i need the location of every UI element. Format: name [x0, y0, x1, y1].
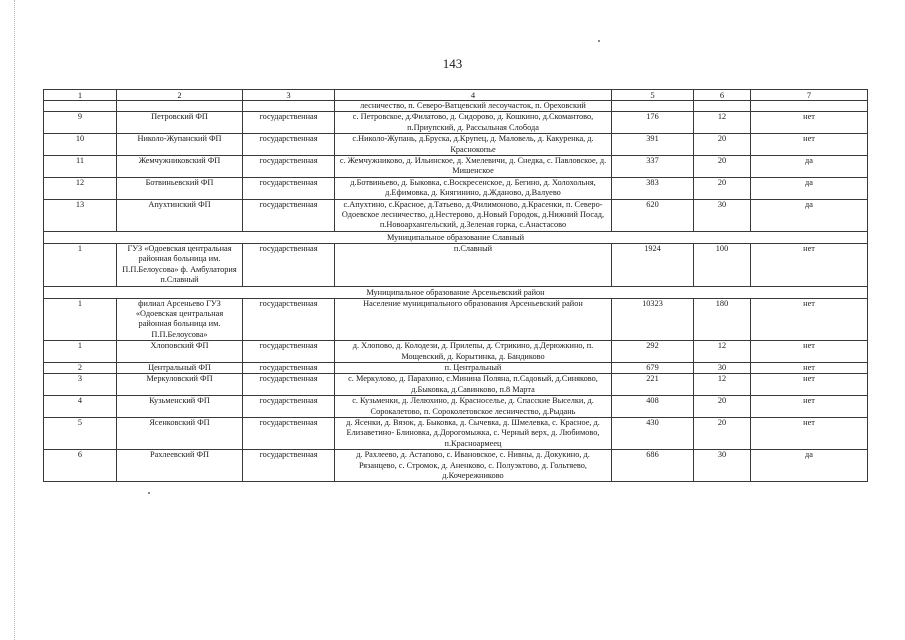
staff-count-cell: 100: [694, 243, 751, 286]
served-settlements-cell: п. Центральный: [335, 362, 612, 373]
ownership-cell: государственная: [243, 156, 335, 178]
table-row: [44, 156, 868, 178]
flag-cell: нет: [751, 134, 868, 156]
population-cell: [612, 101, 694, 112]
population-cell: 292: [612, 341, 694, 363]
row-number-cell: 1: [44, 243, 117, 286]
table-row: [44, 134, 868, 156]
facility-name-cell: Центральный ФП: [117, 362, 243, 373]
staff-count-cell: 30: [694, 199, 751, 231]
column-number-row: [44, 90, 868, 101]
ownership-cell: государственная: [243, 177, 335, 199]
served-settlements-cell: с. Жемчужниково, д. Ильинское, д. Хмелевичи, д. Снедка, с. Павловское, д. Мишенское: [335, 156, 612, 178]
ownership-cell: государственная: [243, 134, 335, 156]
row-number-cell: 11: [44, 156, 117, 178]
row-number-cell: 4: [44, 396, 117, 418]
flag-cell: нет: [751, 112, 868, 134]
facility-name-cell: Ясенковский ФП: [117, 417, 243, 449]
population-cell: 337: [612, 156, 694, 178]
table-row: [44, 199, 868, 231]
served-settlements-cell: д. Рахлеево, д. Астапово, с. Ивановское, с. Нивны, д. Докукино, д. Рязанцево, с. Стромок, д. Аненково, с. Полуэктово, д. Гольтяево, д.Кочережниково: [335, 450, 612, 482]
population-cell: 383: [612, 177, 694, 199]
ownership-cell: государственная: [243, 396, 335, 418]
ownership-cell: государственная: [243, 298, 335, 341]
flag-cell: да: [751, 450, 868, 482]
row-number-cell: 1: [44, 341, 117, 363]
facility-name-cell: Апухтинский ФП: [117, 199, 243, 231]
row-number-cell: 3: [44, 374, 117, 396]
served-settlements-cell: с. Кузьменки, д. Лелюхино, д. Красноселье, д. Спасские Выселки, д. Сорокалетово, п. Сороколетовское лесничество, д.Рыдань: [335, 396, 612, 418]
table-row: [44, 362, 868, 373]
ownership-cell: государственная: [243, 112, 335, 134]
staff-count-cell: 12: [694, 374, 751, 396]
served-settlements-cell: п.Славный: [335, 243, 612, 286]
row-number-cell: 2: [44, 362, 117, 373]
row-number-cell: 5: [44, 417, 117, 449]
facility-name-cell: Николо-Жупанский ФП: [117, 134, 243, 156]
page-number: 143: [442, 56, 463, 71]
population-cell: 686: [612, 450, 694, 482]
facility-name-cell: Кузьменский ФП: [117, 396, 243, 418]
row-number-cell: 13: [44, 199, 117, 231]
population-cell: 620: [612, 199, 694, 231]
flag-cell: нет: [751, 298, 868, 341]
population-cell: 679: [612, 362, 694, 373]
flag-cell: нет: [751, 341, 868, 363]
flag-cell: нет: [751, 417, 868, 449]
scan-margin-marks: [14, 0, 17, 640]
column-number-cell: 2: [117, 90, 243, 101]
served-settlements-cell: д. Ясенки, д. Вязок, д. Быковка, д. Сычевка, д. Шмелевка, с. Красное, д. Елизаветино- Блиновка, д.Дорогомыжка, с. Черный верх, д. Любимово, п.Красноармеец: [335, 417, 612, 449]
flag-cell: [751, 101, 868, 112]
column-number-cell: 3: [243, 90, 335, 101]
served-settlements-cell: д.Ботвиньево, д. Быковка, с.Воскресенское, д. Бегино, д. Холохольня, д.Ефимовка, д. Княгинино, д.Жданово, д.Валуево: [335, 177, 612, 199]
table-row: [44, 450, 868, 482]
table-row: [44, 417, 868, 449]
flag-cell: да: [751, 199, 868, 231]
facility-name-cell: ГУЗ «Одоевская центральная районная больница им. П.П.Белоусова» ф. Амбулатория п.Славный: [117, 243, 243, 286]
facility-name-cell: Петровский ФП: [117, 112, 243, 134]
ownership-cell: государственная: [243, 417, 335, 449]
row-number-cell: 12: [44, 177, 117, 199]
column-number-cell: 5: [612, 90, 694, 101]
row-number-cell: 10: [44, 134, 117, 156]
population-cell: 391: [612, 134, 694, 156]
ownership-cell: государственная: [243, 199, 335, 231]
served-settlements-cell: с.Николо-Жупань, д.Бруска, д.Крупец, д. Маловель, д. Какуренка, д. Краснокопье: [335, 134, 612, 156]
served-settlements-cell: с. Петровское, д.Филатово, д. Сидорово, д. Кошкино, д.Скомантово, п.Приупский, д. Рассыльная Слобода: [335, 112, 612, 134]
flag-cell: нет: [751, 362, 868, 373]
ownership-cell: государственная: [243, 243, 335, 286]
table-row: [44, 396, 868, 418]
flag-cell: нет: [751, 374, 868, 396]
staff-count-cell: 12: [694, 341, 751, 363]
served-settlements-cell: лесничество, п. Северо-Ватцевский лесоучасток, п. Ореховский: [335, 101, 612, 112]
ownership-cell: государственная: [243, 450, 335, 482]
population-cell: 430: [612, 417, 694, 449]
population-cell: 1924: [612, 243, 694, 286]
table-row: [44, 177, 868, 199]
staff-count-cell: 180: [694, 298, 751, 341]
table-row: [44, 101, 868, 112]
staff-count-cell: 30: [694, 362, 751, 373]
column-number-cell: 7: [751, 90, 868, 101]
facility-name-cell: Меркуловский ФП: [117, 374, 243, 396]
row-number-cell: [44, 101, 117, 112]
staff-count-cell: 20: [694, 396, 751, 418]
population-cell: 10323: [612, 298, 694, 341]
table-body: [44, 90, 868, 482]
ownership-cell: государственная: [243, 341, 335, 363]
served-settlements-cell: с. Меркулово, д. Парахино, с.Минина Поляна, п.Садовый, д.Синяково, д.Быковка, д.Савинково, п.8 Марта: [335, 374, 612, 396]
served-settlements-cell: д. Хлопово, д. Колодези, д. Прилепы, д. Стрикино, д.Дерюжкино, п. Мощевский, д. Корытинка, д. Бандиково: [335, 341, 612, 363]
staff-count-cell: [694, 101, 751, 112]
staff-count-cell: 20: [694, 177, 751, 199]
population-cell: 176: [612, 112, 694, 134]
row-number-cell: 6: [44, 450, 117, 482]
section-title: Муниципальное образование Славный: [44, 231, 868, 243]
facility-name-cell: Рахлеевский ФП: [117, 450, 243, 482]
served-settlements-cell: Население муниципального образования Арсеньевский район: [335, 298, 612, 341]
table-row: [44, 298, 868, 341]
table-row: [44, 112, 868, 134]
flag-cell: нет: [751, 396, 868, 418]
flag-cell: да: [751, 156, 868, 178]
staff-count-cell: 30: [694, 450, 751, 482]
staff-count-cell: 20: [694, 417, 751, 449]
scan-speck: [148, 492, 150, 494]
served-settlements-cell: с.Апухтино, с.Красное, д.Татьево, д.Филимоново, д.Красенки, п. Северо-Одоевское лесничество, д.Нестерово, д.Новый Городок, д.Нижний Посад, п.Новоархангельский, д.Зеленая горка, с.Анастасово: [335, 199, 612, 231]
table-row: [44, 243, 868, 286]
facility-name-cell: филиал Арсеньево ГУЗ «Одоевская центральная районная больница им. П.П.Белоусова»: [117, 298, 243, 341]
table-row: [44, 341, 868, 363]
staff-count-cell: 12: [694, 112, 751, 134]
scan-speck: [598, 40, 600, 42]
facility-name-cell: [117, 101, 243, 112]
flag-cell: нет: [751, 243, 868, 286]
column-number-cell: 4: [335, 90, 612, 101]
ownership-cell: [243, 101, 335, 112]
facility-name-cell: Жемчужниковский ФП: [117, 156, 243, 178]
column-number-cell: 1: [44, 90, 117, 101]
ownership-cell: государственная: [243, 374, 335, 396]
row-number-cell: 9: [44, 112, 117, 134]
section-title: Муниципальное образование Арсеньевский район: [44, 286, 868, 298]
staff-count-cell: 20: [694, 134, 751, 156]
staff-count-cell: 20: [694, 156, 751, 178]
section-header-row: [44, 286, 868, 298]
population-cell: 408: [612, 396, 694, 418]
section-header-row: [44, 231, 868, 243]
medical-facilities-table: [43, 89, 868, 482]
column-number-cell: 6: [694, 90, 751, 101]
facility-name-cell: Ботвиньевский ФП: [117, 177, 243, 199]
facility-name-cell: Хлоповский ФП: [117, 341, 243, 363]
table-row: [44, 374, 868, 396]
row-number-cell: 1: [44, 298, 117, 341]
flag-cell: да: [751, 177, 868, 199]
population-cell: 221: [612, 374, 694, 396]
ownership-cell: государственная: [243, 362, 335, 373]
